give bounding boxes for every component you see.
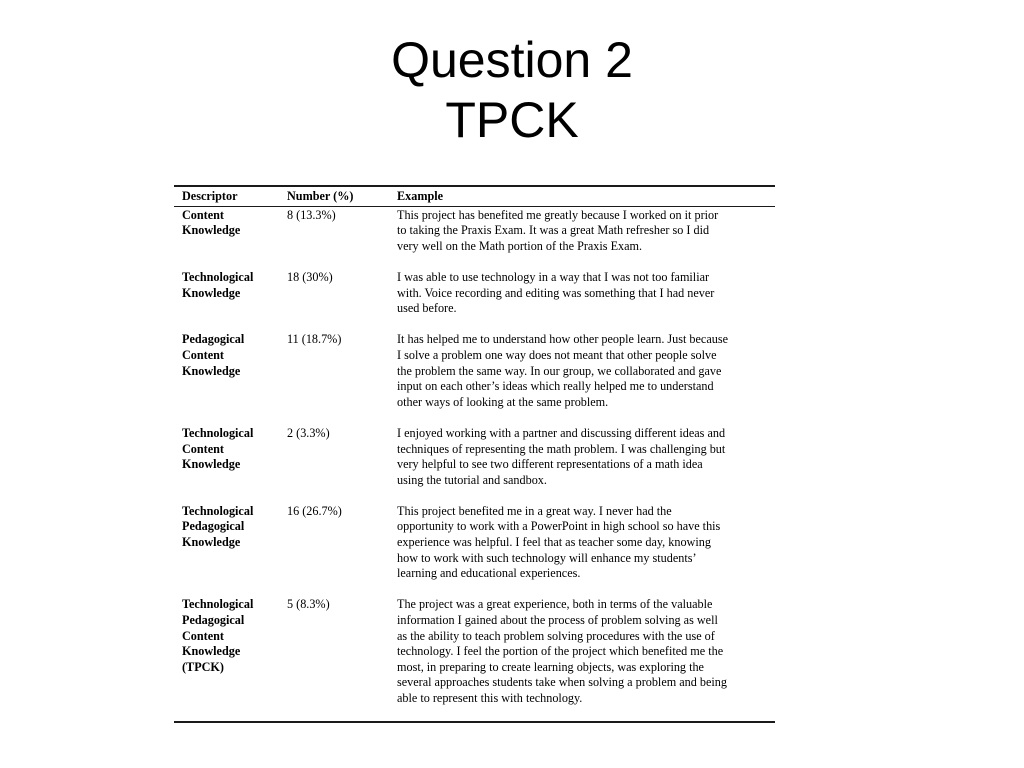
descriptor-line: Knowledge xyxy=(182,644,241,659)
example-cell xyxy=(390,426,775,488)
descriptor-table xyxy=(174,185,775,723)
example-line: using the tutorial and sandbox. xyxy=(397,472,547,487)
number-cell: 8 (13.3%) xyxy=(287,207,336,222)
example-line: several approaches students take when solving a problem and being xyxy=(397,675,727,690)
example-line: opportunity to work with a PowerPoint in high school so have this xyxy=(397,519,721,534)
number-cell: 2 (3.3%) xyxy=(287,425,330,440)
example-line: input on each other’s ideas which really helped me to understand xyxy=(397,379,714,394)
example-cell xyxy=(390,208,775,255)
example-line: It has helped me to understand how other people learn. Just because xyxy=(397,332,728,347)
descriptor-line: Knowledge xyxy=(182,223,241,238)
example-line: used before. xyxy=(397,301,457,316)
header-example: Example xyxy=(397,189,444,203)
header-descriptor: Descriptor xyxy=(182,189,238,203)
descriptor-line: Content xyxy=(182,441,224,456)
descriptor-line: Knowledge xyxy=(182,457,241,472)
example-cell xyxy=(390,332,775,410)
table-row xyxy=(174,208,775,255)
example-line: technology. I feel the portion of the project which benefited me the xyxy=(397,644,724,659)
example-cell xyxy=(390,597,775,706)
descriptor-line: Pedagogical xyxy=(182,519,245,534)
example-line: learning and educational experiences. xyxy=(397,566,581,581)
number-cell: 5 (8.3%) xyxy=(287,597,330,612)
example-line: I solve a problem one way does not meant that other people solve xyxy=(397,347,717,362)
example-line: This project has benefited me greatly because I worked on it prior xyxy=(397,207,719,222)
descriptor-line: Pedagogical xyxy=(182,332,245,347)
number-cell: 16 (26.7%) xyxy=(287,503,342,518)
descriptor-line: Content xyxy=(182,628,224,643)
example-line: I enjoyed working with a partner and discussing different ideas and xyxy=(397,425,726,440)
example-line: as the ability to teach problem solving procedures with the use of xyxy=(397,628,715,643)
descriptor-cell xyxy=(174,270,279,317)
descriptor-line: Technological xyxy=(182,269,254,284)
example-line: I was able to use technology in a way that I was not too familiar xyxy=(397,269,710,284)
descriptor-cell xyxy=(174,504,279,582)
example-line: other ways of looking at the same problem. xyxy=(397,394,609,409)
example-line: with. Voice recording and editing was something that I had never xyxy=(397,285,715,300)
example-line: able to represent this with technology. xyxy=(397,691,583,705)
number-cell: 18 (30%) xyxy=(287,269,333,284)
descriptor-line: Technological xyxy=(182,597,254,612)
descriptor-cell xyxy=(174,597,279,706)
descriptor-line: Knowledge xyxy=(182,363,241,378)
descriptor-line: Pedagogical xyxy=(182,613,245,628)
table-row xyxy=(174,332,775,410)
descriptor-line: Knowledge xyxy=(182,535,241,550)
example-line: most, in preparing to create learning objects, was exploring the xyxy=(397,659,704,674)
table-row xyxy=(174,270,775,317)
example-line: techniques of representing the math problem. I was challenging but xyxy=(397,441,726,456)
slide-title-line-1: Question 2 xyxy=(391,32,633,88)
descriptor-line: Knowledge xyxy=(182,285,241,300)
slide-title xyxy=(0,30,1024,150)
example-line: very helpful to see two different representations of a math idea xyxy=(397,457,703,472)
header-number: Number (%) xyxy=(287,189,354,203)
example-cell xyxy=(390,270,775,317)
descriptor-cell xyxy=(174,332,279,410)
descriptor-line: Technological xyxy=(182,425,254,440)
example-line: how to work with such technology will enhance my students’ xyxy=(397,550,697,565)
number-cell: 11 (18.7%) xyxy=(287,332,342,347)
descriptor-line: Content xyxy=(182,207,224,222)
example-line: the problem the same way. In our group, we collaborated and gave xyxy=(397,363,722,378)
descriptor-cell xyxy=(174,426,279,488)
example-line: information I gained about the process of problem solving as well xyxy=(397,613,718,628)
example-line: The project was a great experience, both in terms of the valuable xyxy=(397,597,713,612)
example-line: very well on the Math portion of the Praxis Exam. xyxy=(397,238,643,253)
table-bottom-rule xyxy=(174,721,775,723)
table-row xyxy=(174,426,775,488)
example-line: to taking the Praxis Exam. It was a great Math refresher so I did xyxy=(397,223,710,238)
descriptor-line: Technological xyxy=(182,503,254,518)
example-line: This project benefited me in a great way. I never had the xyxy=(397,503,672,518)
example-cell xyxy=(390,504,775,582)
descriptor-cell xyxy=(174,208,279,255)
table-row xyxy=(174,504,775,582)
slide-title-line-2: TPCK xyxy=(445,92,579,148)
table-row xyxy=(174,597,775,706)
table-header-row xyxy=(174,187,775,206)
example-line: experience was helpful. I feel that as teacher some day, knowing xyxy=(397,535,711,550)
table-body xyxy=(174,207,775,707)
descriptor-line: (TPCK) xyxy=(182,659,224,674)
descriptor-line: Content xyxy=(182,347,224,362)
